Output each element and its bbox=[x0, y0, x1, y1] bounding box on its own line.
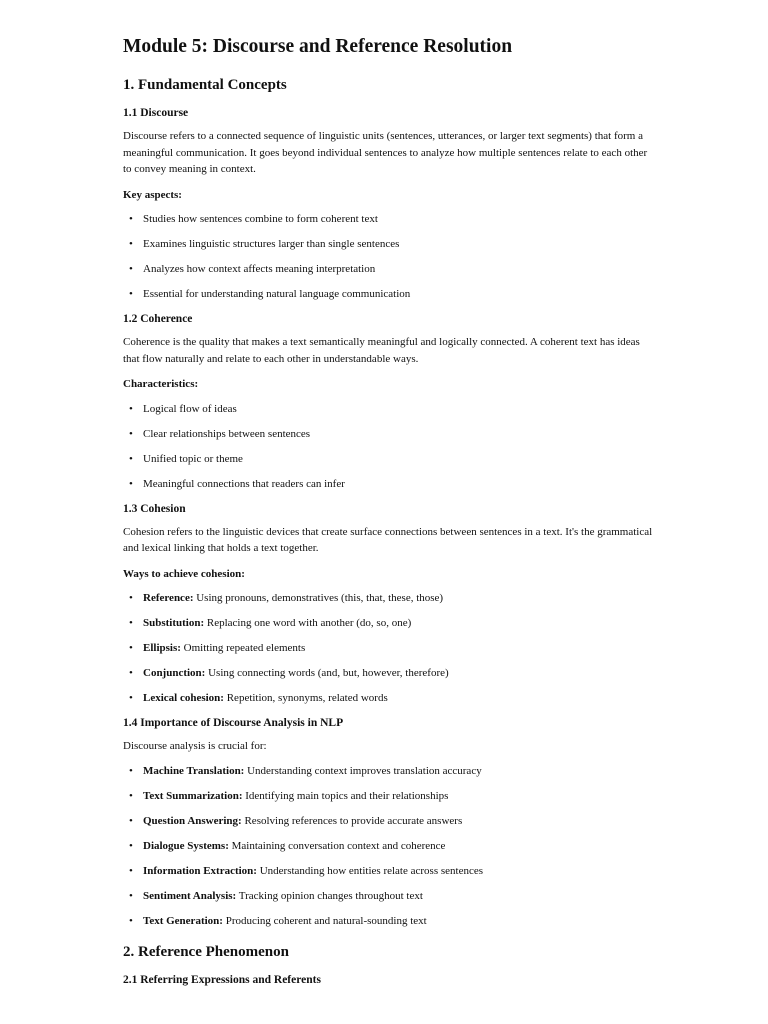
item-desc: Understanding how entities relate across sentences bbox=[259, 864, 484, 877]
subsection-heading-importance: 1.4 Importance of Discourse Analysis in NLP bbox=[123, 717, 344, 730]
label-characteristics: Characteristics: bbox=[123, 378, 199, 391]
item-term: Reference: bbox=[143, 592, 194, 605]
list-item bbox=[123, 864, 658, 879]
list-item: • Unified topic or theme bbox=[123, 452, 658, 467]
subsection-heading-referring-expressions: 2.1 Referring Expressions and Referents bbox=[123, 973, 321, 986]
list-characteristics bbox=[123, 402, 658, 492]
item-desc: Tracking opinion changes throughout text bbox=[238, 889, 423, 902]
item-desc: Using connecting words (and, but, however, therefore) bbox=[208, 667, 449, 680]
item-term: Substitution: bbox=[143, 617, 205, 630]
item-desc: Identifying main topics and their relationships bbox=[245, 789, 449, 802]
list-item bbox=[123, 889, 658, 904]
item-term: Ellipsis: bbox=[143, 642, 181, 655]
item-term: Conjunction: bbox=[143, 667, 206, 680]
item-term: Text Summarization: bbox=[143, 789, 243, 802]
list-item bbox=[123, 666, 658, 681]
item-desc: Resolving references to provide accurate answers bbox=[244, 814, 463, 827]
subsection-heading-coherence: 1.2 Coherence bbox=[123, 313, 193, 326]
list-item bbox=[123, 789, 658, 804]
subsection-heading-cohesion: 1.3 Cohesion bbox=[123, 502, 186, 515]
list-item: • Clear relationships between sentences bbox=[123, 427, 658, 442]
item-term: Dialogue Systems: bbox=[143, 839, 229, 852]
list-item bbox=[123, 839, 658, 854]
label-key-aspects: Key aspects: bbox=[123, 188, 182, 201]
list-item: • Logical flow of ideas bbox=[123, 402, 658, 417]
item-term: Machine Translation: bbox=[143, 764, 245, 777]
list-item bbox=[123, 641, 658, 656]
item-desc: Understanding context improves translation accuracy bbox=[247, 764, 482, 777]
item-desc: Omitting repeated elements bbox=[183, 642, 306, 655]
item-term: Lexical cohesion: bbox=[143, 692, 224, 705]
list-item: • Examines linguistic structures larger than single sentences bbox=[123, 237, 658, 252]
page-title: Module 5: Discourse and Reference Resolution bbox=[123, 36, 513, 57]
paragraph-importance: Discourse analysis is crucial for: bbox=[123, 740, 267, 753]
paragraph-coherence: Coherence is the quality that makes a text semantically meaningful and logically connected. A coherent text has ideas that flow naturally and relate to each other in understandable ways. bbox=[123, 336, 640, 365]
list-nlp-applications bbox=[123, 764, 658, 929]
paragraph-cohesion: Cohesion refers to the linguistic devices that create surface connections between sentences in a text. It's the grammatical and lexical linking that holds a text together. bbox=[123, 525, 653, 555]
item-desc: Maintaining conversation context and coherence bbox=[231, 839, 446, 852]
list-item bbox=[123, 616, 658, 631]
list-item bbox=[123, 591, 658, 606]
paragraph-discourse: Discourse refers to a connected sequence of linguistic units (sentences, utterances, or larger text segments) that form a meaningful communication. It goes beyond individual sentences to analyze how multiple sentences relate to each other to convey meaning in context. bbox=[123, 130, 648, 176]
item-desc: Repetition, synonyms, related words bbox=[226, 692, 388, 705]
list-item: • Analyzes how context affects meaning interpretation bbox=[123, 262, 658, 277]
section-heading-reference-phenomenon: 2. Reference Phenomenon bbox=[123, 943, 289, 960]
item-desc: Producing coherent and natural-sounding text bbox=[225, 914, 427, 927]
item-term: Sentiment Analysis: bbox=[143, 889, 237, 902]
list-item bbox=[123, 914, 658, 929]
item-term: Text Generation: bbox=[143, 914, 223, 927]
list-item: • Essential for understanding natural language communication bbox=[123, 287, 658, 302]
list-item bbox=[123, 691, 658, 706]
list-item bbox=[123, 814, 658, 829]
list-item: • Studies how sentences combine to form coherent text bbox=[123, 212, 658, 227]
item-term: Question Answering: bbox=[143, 814, 242, 827]
subsection-heading-discourse: 1.1 Discourse bbox=[123, 107, 189, 120]
list-cohesion-devices bbox=[123, 591, 658, 706]
list-item: • Meaningful connections that readers can infer bbox=[123, 477, 658, 492]
item-desc: Using pronouns, demonstratives (this, that, these, those) bbox=[196, 592, 444, 605]
item-term: Information Extraction: bbox=[143, 864, 257, 877]
label-ways-to-achieve-cohesion: Ways to achieve cohesion: bbox=[123, 567, 245, 580]
section-heading-fundamental-concepts: 1. Fundamental Concepts bbox=[123, 77, 287, 94]
list-item bbox=[123, 764, 658, 779]
list-key-aspects bbox=[123, 212, 658, 302]
item-desc: Replacing one word with another (do, so, one) bbox=[206, 617, 412, 630]
